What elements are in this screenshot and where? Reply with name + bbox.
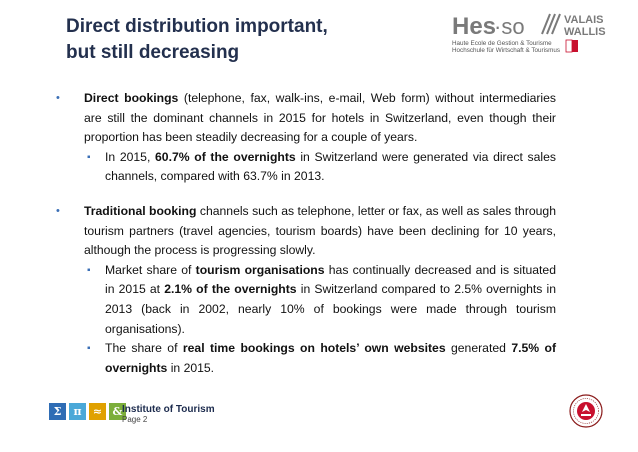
footer-text — [122, 404, 215, 425]
sub-2-1-post: in Switzerland compared to 2.5% overnights in 2013 (back in 2002, nearly 10% of bookings were made through tourism organisations). — [105, 282, 557, 336]
square-bullet-icon: ▪ — [87, 151, 91, 163]
university-seal-icon — [569, 394, 603, 428]
square-bullet-icon: ▪ — [87, 264, 91, 276]
page-number: Page 2 — [122, 415, 148, 424]
sub-2-2-mid: generated — [445, 341, 512, 356]
ampersand-icon: & — [109, 403, 126, 420]
sub-bullet-2015-overnights — [85, 148, 556, 187]
square-bullet-icon: ▪ — [87, 343, 91, 355]
valais-flag-icon — [566, 40, 578, 52]
sub-1-1-bold: 60.7% of the overnights — [155, 149, 296, 164]
sub-2-1-pre: Market share of — [105, 262, 196, 277]
sub-bullet-tourism-organisations — [85, 261, 556, 339]
sub-2-2-bold2: 7.5% of overnights — [105, 341, 557, 375]
logo-slashes — [542, 14, 560, 34]
sub-1-1-post: in Switzerland were generated via direct sales channels, compared with 63.7% in 2013. — [105, 149, 556, 184]
logo-region-bottom: WALLIS — [564, 26, 606, 38]
bullet-2-text: channels such as telephone, letter or fax, as well as sales through tourism partners (travel agencies, tourism boards) have been declining for 10 years, although the process is progressing slowly. — [84, 203, 556, 258]
sub-2-2-bold: real time bookings on hotels’ own websites — [182, 341, 446, 356]
bullet-1-text: (telephone, fax, walk-ins, e-mail, Web form) without intermediaries are still the dominant channels in 2015 for hotels in Switzerland, even though their proportion has been steadily decreasing for a couple of years. — [84, 91, 556, 145]
slide-title-line-2: but still decreasing — [66, 42, 240, 63]
bullet-traditional-booking — [56, 202, 556, 378]
sub-bullet-hotel-websites — [85, 339, 556, 378]
logo-hes-text: Hes — [452, 13, 497, 40]
sub-2-1-bold: tourism organisations — [195, 262, 325, 277]
bullet-marker: • — [56, 92, 60, 104]
approx-icon: ≈ — [89, 403, 106, 420]
sigma-icon: Σ — [49, 403, 66, 420]
institute-name: Institute of Tourism — [122, 404, 215, 415]
bullet-marker: • — [56, 204, 60, 217]
slide-body — [56, 89, 556, 378]
footer-icon-strip — [49, 403, 126, 420]
sub-2-2-post: in 2015. — [167, 360, 215, 375]
slide-title — [66, 14, 396, 66]
logo-region-top: VALAIS — [564, 14, 604, 26]
sub-1-1-pre: In 2015, — [105, 149, 156, 164]
sub-2-2-pre: The share of — [105, 341, 183, 356]
slide-title-line-1: Direct distribution important, — [66, 16, 328, 37]
hes-so-logo — [450, 10, 620, 54]
sub-2-1-bold2: 2.1% of the overnights — [164, 282, 297, 297]
bullet-2-lead: Traditional booking — [84, 203, 197, 218]
pi-icon: π — [69, 403, 86, 420]
logo-so-text: ·so — [494, 14, 525, 39]
logo-school-line-2: Hochschule für Wirtschaft & Tourismus — [452, 47, 561, 54]
sub-2-1-mid: has continually decreased and is situated in 2015 at — [105, 262, 556, 297]
logo-school-line-1: Haute Ecole de Gestion & Tourisme — [452, 40, 552, 47]
bullet-1-lead: Direct bookings — [84, 91, 179, 105]
bullet-direct-bookings — [56, 89, 556, 187]
